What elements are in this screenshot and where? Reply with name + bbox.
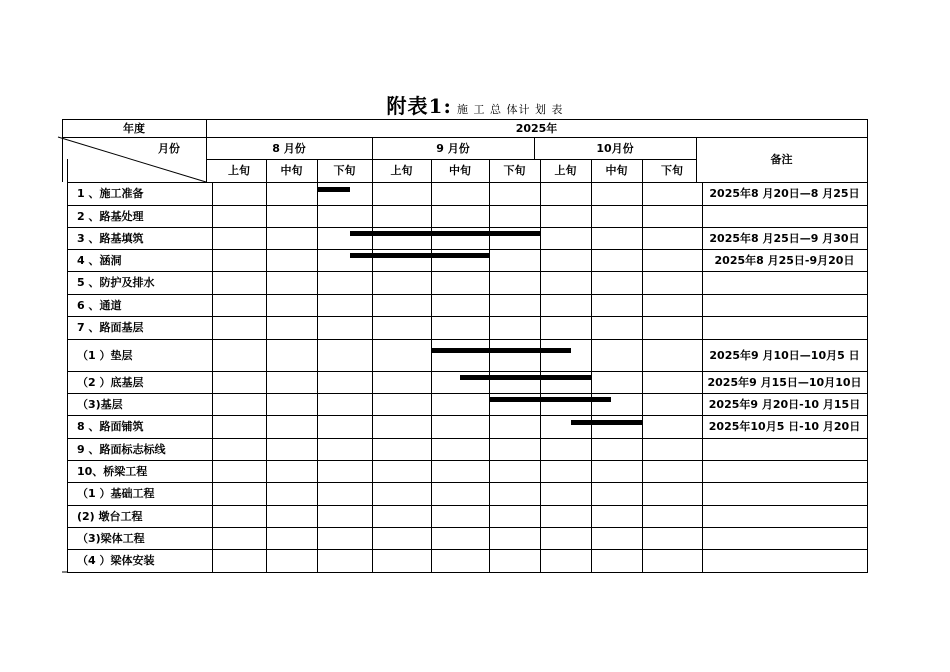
task-name: 5 、防护及排水 — [77, 276, 155, 289]
month-label: 月份 — [158, 141, 180, 155]
task-name: 8 、路面铺筑 — [77, 420, 144, 433]
period-header: 中旬 — [280, 164, 303, 177]
task-remark: 2025年8 月25日-9月20日 — [714, 253, 855, 267]
task-name: 3 、路基填筑 — [77, 231, 144, 245]
task-remark: 2025年9 月15日—10月10日 — [707, 375, 862, 389]
task-name: 2 、路基处理 — [77, 209, 144, 223]
schedule-bar — [460, 375, 591, 380]
task-name: （3)基层 — [77, 397, 123, 411]
task-name: (2) 墩台工程 — [77, 509, 143, 523]
period-header: 上旬 — [390, 164, 413, 177]
task-name: （4 ）梁体安装 — [77, 554, 155, 567]
schedule-bar — [350, 231, 540, 236]
period-header: 下旬 — [503, 164, 526, 177]
schedule-bar — [317, 187, 350, 192]
task-name: 6 、通道 — [77, 298, 122, 312]
task-remark: 2025年8 月20日—8 月25日 — [709, 187, 860, 200]
period-header: 下旬 — [661, 164, 683, 177]
period-header: 中旬 — [605, 164, 628, 177]
schedule-bar — [571, 420, 642, 425]
schedule-bar — [350, 253, 489, 258]
year-value: 2025年 — [515, 121, 558, 135]
title-sub: 施 工 总 体计 划 表 — [456, 103, 564, 116]
month-header-3: 10月份 — [596, 141, 634, 155]
month-header-1: 8 月份 — [272, 141, 306, 155]
task-name: （1 ）垫层 — [77, 348, 133, 362]
schedule-bar — [431, 348, 571, 353]
task-name: 10、桥梁工程 — [77, 464, 148, 478]
task-name: 9 、路面标志标线 — [77, 442, 166, 456]
task-name: 4 、涵洞 — [77, 253, 122, 267]
period-header: 上旬 — [554, 164, 577, 177]
task-name: 1 、施工准备 — [77, 187, 144, 200]
period-header: 上旬 — [228, 164, 250, 177]
year-label: 年度 — [123, 121, 145, 135]
period-header: 下旬 — [333, 164, 356, 177]
task-name: 7 、路面基层 — [77, 321, 144, 334]
title-main: 附表1: — [386, 94, 452, 118]
task-remark: 2025年10月5 日-10 月20日 — [708, 420, 861, 433]
remarks-header: 备注 — [770, 153, 793, 166]
schedule-bar — [489, 397, 611, 402]
task-name: （1 ）基础工程 — [77, 487, 155, 500]
period-header: 中旬 — [449, 164, 471, 177]
month-header-2: 9 月份 — [436, 141, 470, 155]
task-name: （2 ）底基层 — [77, 375, 144, 389]
task-remark: 2025年9 月20日-10 月15日 — [708, 397, 861, 411]
task-remark: 2025年9 月10日—10月5 日 — [709, 348, 860, 362]
task-remark: 2025年8 月25日—9 月30日 — [709, 231, 860, 245]
task-name: （3)梁体工程 — [77, 531, 145, 545]
